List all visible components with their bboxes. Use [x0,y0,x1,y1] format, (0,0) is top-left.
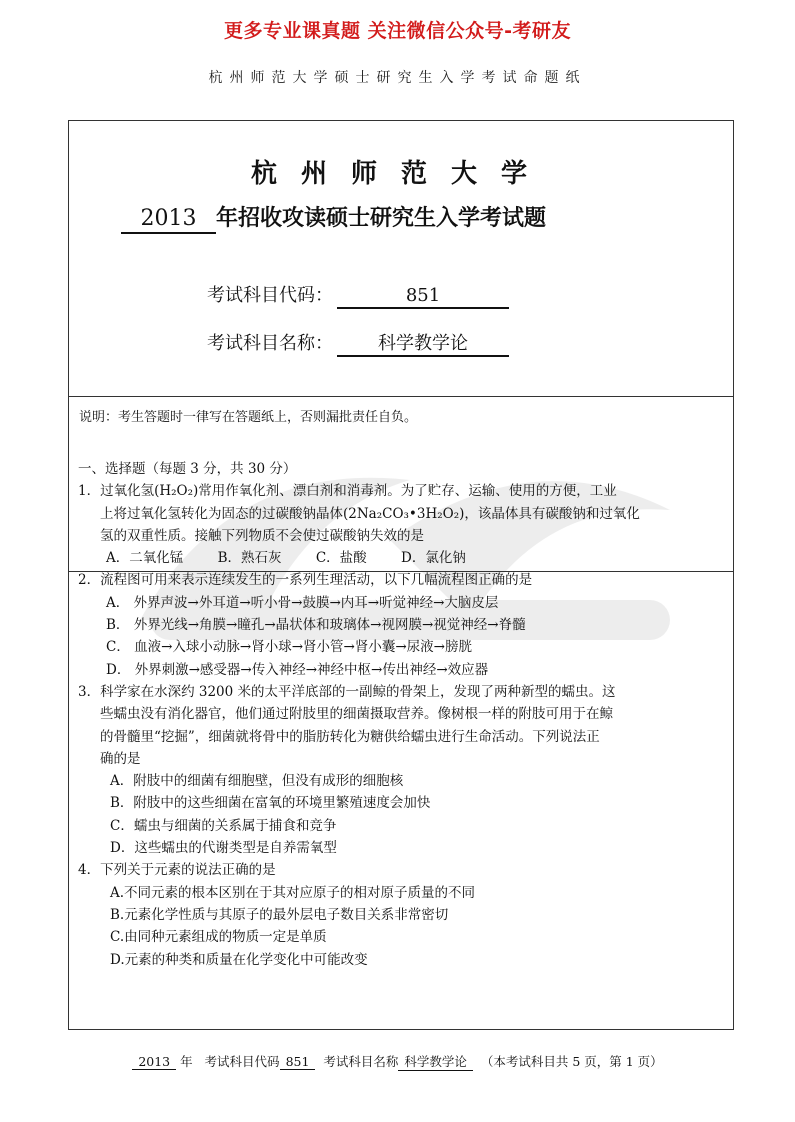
question-1-line: 上将过氧化氢转化为固态的过碳酸钠晶体(2Na₂CO₃•3H₂O₂)，该晶体具有碳酸钠和过氧化 [100,505,640,522]
question-4-option: D.元素的种类和质量在化学变化中可能改变 [110,951,368,968]
question-3-option: D．这些蠕虫的代谢类型是自养需氧型 [110,840,337,857]
footer-name-label: 考试科目名称 [323,1054,399,1069]
footer-code-label: 考试科目代码 [204,1054,280,1069]
footer-year-suffix: 年 [180,1054,193,1069]
question-4-option: B.元素化学性质与其原子的最外层电子数目关系非常密切 [110,906,449,923]
question-2-option: C． 血液→入球小动脉→肾小球→肾小管→肾小囊→尿液→膀胱 [106,639,472,656]
question-4-option: A.不同元素的根本区别在于其对应原子的相对原子质量的不同 [110,884,476,901]
question-3-line: 些蠕虫没有消化器官，他们通过附肢里的细菌摄取营养。像树根一样的附肢可用于在鲸 [100,706,613,723]
header-line: 杭州师范大学硕士研究生入学考试命题纸 [208,70,587,86]
exam-year: 2013 [121,206,216,234]
question-3-line: 确的是 [100,750,141,767]
footer-code: 851 [280,1054,316,1070]
exam-title-suffix: 年招收攻读硕士研究生入学考试题 [216,206,547,231]
exam-title [121,201,546,234]
question-3-option: B．附肢中的这些细菌在富氧的环境里繁殖速度会加快 [110,795,431,812]
questions-area [78,458,718,971]
subject-code-row [207,281,509,309]
subject-name-row [207,329,509,357]
question-1-line: 1．过氧化氢(H₂O₂)常用作氧化剂、漂白剂和消毒剂。为了贮存、运输、使用的方便，工业 [78,483,617,500]
question-2-option: D． 外界刺激→感受器→传入神经→神经中枢→传出神经→效应器 [106,661,489,678]
question-3-line: 的骨髓里“挖掘”，细菌就将骨中的脂肪转化为糖供给蠕虫进行生命活动。下列说法正 [100,728,600,745]
subject-code-label: 考试科目代码： [207,285,333,306]
footer-year: 2013 [132,1054,176,1070]
page-footer [0,1052,795,1071]
question-1-options: A．二氧化锰 B．熟石灰 C．盐酸 D．氯化钠 [106,550,466,567]
question-2-option: B． 外界光线→角膜→瞳孔→晶状体和玻璃体→视网膜→视觉神经→脊髓 [106,617,526,634]
subject-name-value: 科学教学论 [337,333,509,357]
university-name: 杭州师范大学 [250,159,551,189]
promo-banner: 更多专业课真题 关注微信公众号-考研友 [223,20,571,42]
question-3-option: C．蠕虫与细菌的关系属于捕食和竞争 [110,817,337,834]
title-section [69,121,733,397]
subject-code-value: 851 [337,285,509,309]
footer-pages: （本考试科目共 5 页，第 1 页） [480,1054,663,1069]
section-title: 一、选择题（每题 3 分，共 30 分） [78,461,297,477]
footer-name: 科学教学论 [398,1052,473,1071]
subject-name-label: 考试科目名称： [207,333,333,354]
instructions-note: 说明：考生答题时一律写在答题纸上，否则漏批责任自负。 [79,410,418,425]
question-1-line: 氢的双重性质。接触下列物质不会使过碳酸钠失效的是 [100,527,424,544]
question-2: 2．流程图可用来表示连续发生的一系列生理活动，以下几幅流程图正确的是 [78,572,533,589]
question-4-option: C.由同种元素组成的物质一定是单质 [110,929,327,946]
question-3-option: A．附肢中的细菌有细胞壁，但没有成形的细胞核 [110,773,404,790]
question-4: 4．下列关于元素的说法正确的是 [78,862,276,879]
question-3-line: 3．科学家在水深约 3200 米的太平洋底部的一副鲸的骨架上，发现了两种新型的蠕虫。这 [78,683,616,700]
question-2-option: A． 外界声波→外耳道→听小骨→鼓膜→内耳→听觉神经→大脑皮层 [106,594,499,611]
